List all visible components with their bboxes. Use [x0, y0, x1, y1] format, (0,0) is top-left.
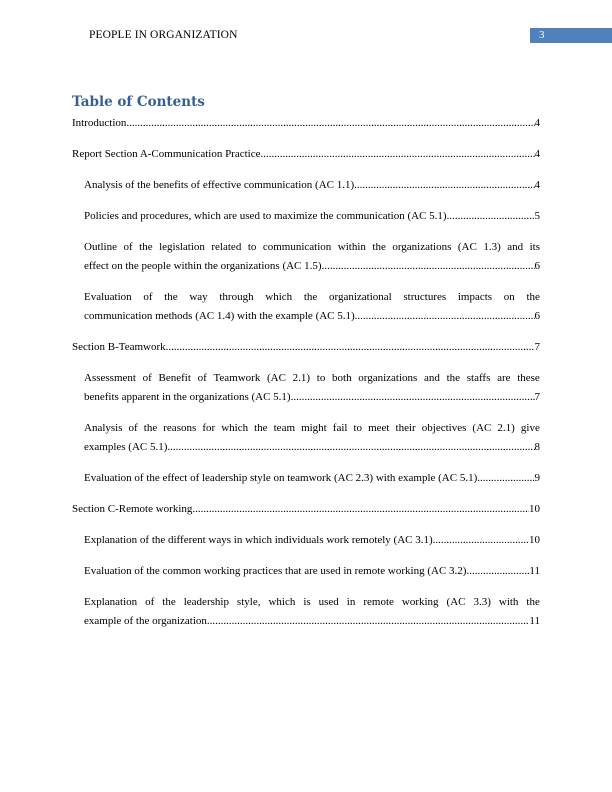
toc-entry[interactable]	[72, 288, 540, 326]
toc-leader-dots	[207, 612, 530, 631]
toc-page-number: 11	[529, 565, 540, 577]
toc-entry-line	[84, 176, 540, 195]
toc-entry-line: Explanation of the leadership style, which is used in remote working (AC 3.3) with the	[84, 596, 540, 608]
toc-page-number: 7	[534, 391, 540, 403]
toc-entry-line	[72, 145, 540, 164]
toc-entry-text: Section C-Remote working	[72, 503, 193, 515]
toc-leader-dots	[354, 176, 534, 195]
toc-entry-text: Section B-Teamwork	[72, 341, 166, 353]
toc-entry[interactable]	[72, 207, 540, 226]
toc-page-number: 10	[529, 534, 540, 546]
toc-entry[interactable]	[72, 469, 540, 488]
toc-leader-dots	[166, 338, 535, 357]
running-header-title: PEOPLE IN ORGANIZATION	[89, 29, 238, 41]
toc-leader-dots	[261, 145, 535, 164]
toc-page-number: 4	[534, 148, 540, 160]
toc-entry[interactable]	[72, 419, 540, 457]
toc-entry[interactable]	[72, 500, 540, 519]
toc-entry-line	[84, 388, 540, 407]
toc-entry-line	[84, 438, 540, 457]
toc-leader-dots	[447, 207, 535, 226]
toc-entry[interactable]	[72, 369, 540, 407]
toc-page-number: 4	[534, 179, 540, 191]
toc-entry-text: Policies and procedures, which are used to maximize the communication (AC 5.1)	[84, 210, 447, 222]
toc-entry[interactable]	[72, 593, 540, 631]
toc-leader-dots	[126, 114, 534, 133]
toc-entry-line	[72, 500, 540, 519]
table-of-contents	[72, 114, 540, 631]
toc-entry-line	[84, 207, 540, 226]
toc-page-number: 5	[534, 210, 540, 222]
toc-page-number: 10	[529, 503, 540, 515]
toc-entry-text: effect on the people within the organizations (AC 1.5)	[84, 260, 322, 272]
toc-page-number: 6	[534, 260, 540, 272]
page-number-badge: 3	[530, 28, 612, 43]
toc-leader-dots	[167, 438, 534, 457]
toc-entry-line	[84, 257, 540, 276]
toc-leader-dots	[355, 307, 535, 326]
toc-entry[interactable]	[72, 176, 540, 195]
toc-entry-line	[84, 307, 540, 326]
toc-entry-text: Evaluation of the common working practices that are used in remote working (AC 3.2)	[84, 565, 467, 577]
toc-entry-line: Outline of the legislation related to communication within the organizations (AC 1.3) and its	[84, 241, 540, 253]
toc-entry-text: benefits apparent in the organizations (AC 5.1)	[84, 391, 291, 403]
toc-entry-text: Report Section A-Communication Practice	[72, 148, 261, 160]
toc-entry[interactable]	[72, 562, 540, 581]
toc-entry-line: Assessment of Benefit of Teamwork (AC 2.1) to both organizations and the staffs are these	[84, 372, 540, 384]
toc-entry-line	[72, 114, 540, 133]
toc-entry-line	[72, 338, 540, 357]
toc-entry[interactable]	[72, 238, 540, 276]
toc-entry-text: Explanation of the different ways in which individuals work remotely (AC 3.1)	[84, 534, 433, 546]
toc-leader-dots	[291, 388, 535, 407]
toc-entry[interactable]	[72, 114, 540, 133]
toc-entry-text: Evaluation of the effect of leadership style on teamwork (AC 2.3) with example (AC 5.1)	[84, 472, 478, 484]
toc-leader-dots	[433, 531, 529, 550]
toc-entry-text: Analysis of the benefits of effective communication (AC 1.1)	[84, 179, 355, 191]
toc-page-number: 4	[534, 117, 540, 129]
toc-entry-line	[84, 531, 540, 550]
toc-leader-dots	[322, 257, 535, 276]
toc-title: Table of Contents	[72, 94, 205, 110]
toc-entry-text: example of the organization	[84, 615, 207, 627]
toc-entry[interactable]	[72, 338, 540, 357]
toc-page-number: 6	[534, 310, 540, 322]
toc-entry-line: Analysis of the reasons for which the team might fail to meet their objectives (AC 2.1) give	[84, 422, 540, 434]
toc-entry[interactable]	[72, 145, 540, 164]
toc-entry-text: communication methods (AC 1.4) with the example (AC 5.1)	[84, 310, 355, 322]
toc-page-number: 11	[529, 615, 540, 627]
toc-entry[interactable]	[72, 531, 540, 550]
toc-leader-dots	[192, 500, 529, 519]
toc-entry-text: examples (AC 5.1)	[84, 441, 168, 453]
toc-page-number: 7	[534, 341, 540, 353]
toc-entry-line: Evaluation of the way through which the organizational structures impacts on the	[84, 291, 540, 303]
toc-leader-dots	[477, 469, 534, 488]
toc-page-number: 8	[534, 441, 540, 453]
toc-entry-text: Introduction	[72, 117, 127, 129]
toc-leader-dots	[466, 562, 529, 581]
toc-entry-line	[84, 612, 540, 631]
toc-page-number: 9	[534, 472, 540, 484]
toc-entry-line	[84, 562, 540, 581]
toc-entry-line	[84, 469, 540, 488]
